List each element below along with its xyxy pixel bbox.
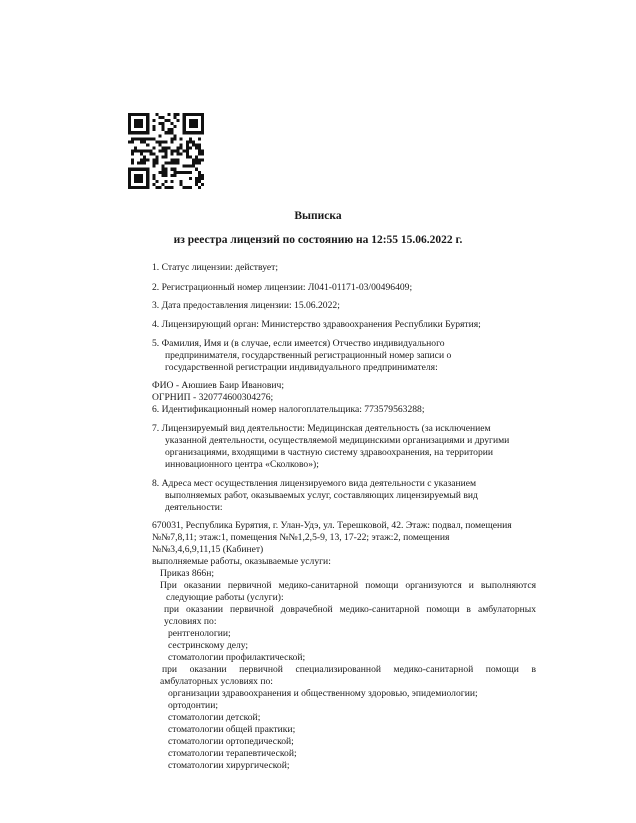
specialized-item: ортодонтии; xyxy=(168,700,218,711)
item-fio-heading-3: государственной регистрации индивидуального предпринимателя: xyxy=(165,362,438,373)
ogrnip-value: ОГРНИП - 320774600304276; xyxy=(152,392,274,403)
document-title: Выписка xyxy=(294,210,342,222)
item-authority: 4. Лицензирующий орган: Министерство здравоохранения Республики Бурятия; xyxy=(152,319,481,330)
item-activity-2: указанной деятельности, осуществляемой медицинскими организациями и другими xyxy=(165,435,510,446)
item-address-1: 8. Адреса мест осуществления лицензируемого вида деятельности с указанием xyxy=(152,478,477,489)
fio-value: ФИО - Аюшиев Баир Иванович; xyxy=(152,380,285,391)
services-heading: выполняемые работы, оказываемые услуги: xyxy=(152,556,331,567)
address-line-2: №№7,8,11; этаж:1, помещения №№1,2,5-9, 13, 17-22; этаж:2, помещения xyxy=(152,532,450,543)
item-activity-4: инновационного центра «Сколково»); xyxy=(165,459,319,470)
item-status: 1. Статус лицензии: действует; xyxy=(152,262,278,273)
item-fio-heading-1: 5. Фамилия, Имя и (в случае, если имеется) Отчество индивидуального xyxy=(152,338,445,349)
specialized-item: организации здравоохранения и общественному здоровью, эпидемиологии; xyxy=(168,688,478,699)
address-line-3: №№3,4,6,9,11,15 (Кабинет) xyxy=(152,544,264,555)
primary-care-intro-2: следующие работы (услуги): xyxy=(166,592,284,603)
item-address-2: выполняемых работ, оказываемых услуг, составляющих лицензируемый вид xyxy=(165,490,478,501)
specialized-item: стоматологии хирургической; xyxy=(168,760,290,771)
qr-code xyxy=(128,113,204,189)
pre-doctor-intro-1: при оказании первичной доврачебной медико-санитарной помощи в амбулаторных xyxy=(164,604,536,615)
item-address-3: деятельности: xyxy=(165,502,223,513)
specialized-item: стоматологии детской; xyxy=(168,712,261,723)
item-activity-1: 7. Лицензируемый вид деятельности: Медицинская деятельность (за исключением xyxy=(152,423,491,434)
pre-doctor-item: сестринскому делу; xyxy=(168,640,249,651)
specialized-intro-1: при оказании первичной специализированной медико-санитарной помощи в xyxy=(162,664,536,675)
address-line-1: 670031, Республика Бурятия, г. Улан-Удэ, ул. Терешковой, 42. Этаж: подвал, помещения xyxy=(152,520,512,531)
pre-doctor-intro-2: условиях по: xyxy=(164,616,217,627)
specialized-item: стоматологии терапевтической; xyxy=(168,748,297,759)
pre-doctor-item: стоматологии профилактической; xyxy=(168,652,306,663)
item-reg-number: 2. Регистрационный номер лицензии: Л041-01171-03/00496409; xyxy=(152,282,413,293)
specialized-intro-2: амбулаторных условиях по: xyxy=(160,676,273,687)
item-fio-heading-2: предпринимателя, государственный регистрационный номер записи о xyxy=(165,350,452,361)
primary-care-intro-1: При оказании первичной медико-санитарной помощи организуются и выполняются xyxy=(160,580,536,591)
services-order: Приказ 866н; xyxy=(160,568,215,579)
item-issue-date: 3. Дата предоставления лицензии: 15.06.2022; xyxy=(152,300,340,311)
specialized-item: стоматологии общей практики; xyxy=(168,724,296,735)
item-activity-3: организациями, входящими в частную систему здравоохранения, на территории xyxy=(165,447,494,458)
pre-doctor-item: рентгенологии; xyxy=(168,628,231,639)
document-subtitle: из реестра лицензий по состоянию на 12:55 15.06.2022 г. xyxy=(173,234,463,246)
specialized-item: стоматологии ортопедической; xyxy=(168,736,294,747)
item-inn: 6. Идентификационный номер налогоплательщика: 773579563288; xyxy=(152,404,425,415)
